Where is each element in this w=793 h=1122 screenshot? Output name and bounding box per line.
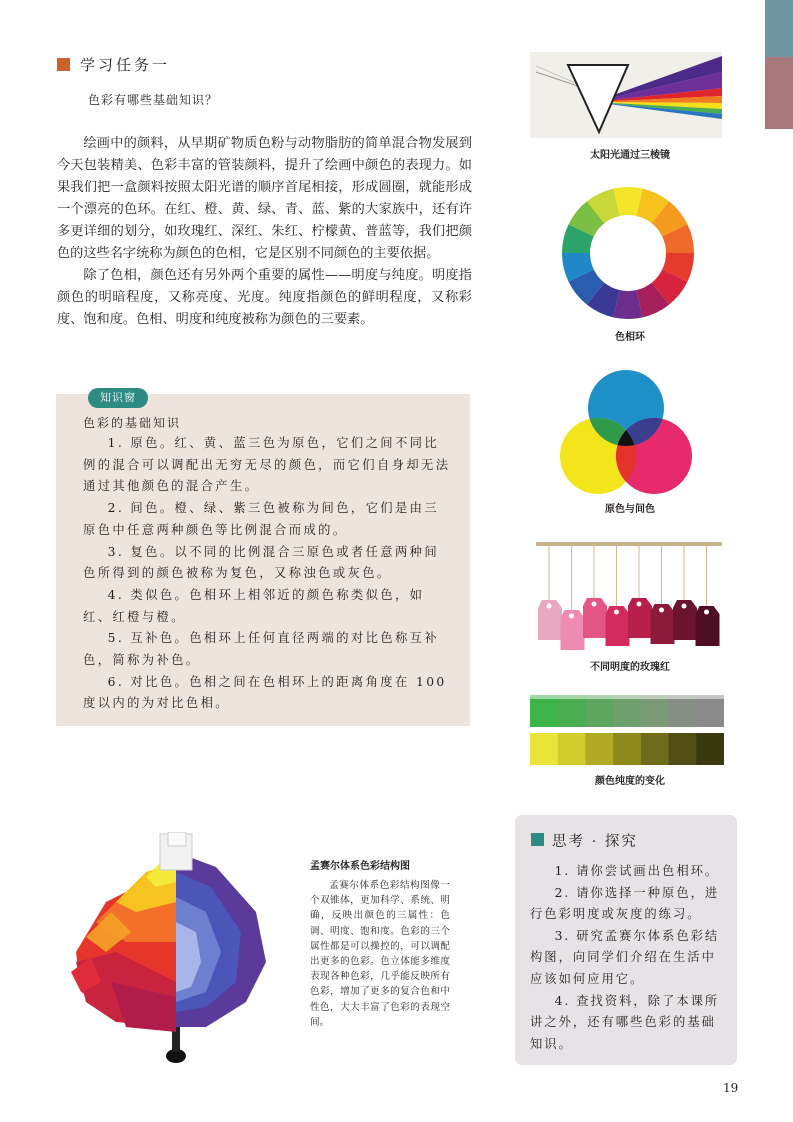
tag-hole [659,608,664,613]
rose-tags-figure [536,538,722,650]
tag-hole [569,614,574,619]
knowledge-list [83,433,453,715]
color-wheel-caption: 色相环 [615,332,645,343]
prism-caption: 太阳光通过三棱镜 [590,150,670,161]
munsell-text [310,878,450,1030]
saturation-figure [530,695,724,767]
tag-hole [682,604,687,609]
tag-hole [547,604,552,609]
think-list [530,861,726,1055]
body-paragraph-2: 除了色相，颜色还有另外两个重要的属性——明度与纯度。明度指颜色的明暗程度，又称亮度、光度。纯度指颜色的鲜明程度，又称彩度、饱和度。色相、明度和纯度被称为颜色的三要素。 [57,268,472,327]
think-item-2: 2. 请你选择一种原色，进行色彩明度或灰度的练习。 [530,885,720,922]
munsell-title: 孟赛尔体系色彩结构图 [310,861,410,872]
saturation-strips [530,695,724,767]
think-item-3: 3. 研究孟赛尔体系色彩结构图，向同学们介绍在生活中应该如何应用它。 [530,928,720,986]
munsell-figure [56,832,296,1068]
knowledge-item-5: 5. 互补色。色相环上任何直径两端的对比色称互补色，简称为补色。 [83,631,440,668]
color-wheel [560,185,696,321]
knowledge-item-1: 1. 原色。红、黄、蓝三色为原色，它们之间不同比例的混合可以调配出无穷无尽的颜色，而它们自身却无法通过其他颜色的混合产生。 [83,436,451,494]
knowledge-item-3: 3. 复色。以不同的比例混合三原色或者任意两种间色所得到的颜色被称为复色，又称浊色或灰色。 [83,544,440,581]
chapter-tab-blue [765,0,793,57]
yellow-step [613,733,641,765]
rose-tags [536,538,722,650]
tags-caption: 不同明度的玫瑰红 [590,662,670,673]
chapter-tab-rose [765,57,793,129]
prism-figure [530,52,722,138]
primary-secondary-venn [556,368,698,496]
green-step [696,695,724,727]
yellow-step [558,733,586,765]
yellow-step [585,733,613,765]
think-title: 思考 · 探究 [552,834,638,850]
green-step [669,695,697,727]
hanging-rod [536,542,722,546]
green-step [530,695,558,727]
green-step [585,695,613,727]
think-marker [531,833,544,846]
section-title: 学习任务一 [80,56,171,74]
section-marker [57,58,70,71]
yellow-step [669,733,697,765]
color-wheel-figure [560,185,696,321]
page-number: 19 [723,1081,739,1095]
strip-highlight [530,695,724,699]
knowledge-item-2: 2. 间色。橙、绿、紫三色被称为间色，它们是由三原色中任意两种颜色等比例混合而成的。 [83,501,440,537]
tag-hole [637,602,642,607]
knowledge-item-4: 4. 类似色。色相环上相邻近的颜色称类似色，如红、红橙与橙。 [83,587,425,624]
body-text [57,133,472,331]
yellow-step [696,733,724,765]
knowledge-badge: 知识窗 [88,388,148,408]
yellow-step [530,733,558,765]
tag-hole [592,602,597,607]
green-step [641,695,669,727]
saturation-caption: 颜色纯度的变化 [595,776,665,787]
green-step [613,695,641,727]
knowledge-item-6: 6. 对比色。色相之间在色相环上的距离角度在 100 度以内的为对比色相。 [83,674,447,711]
green-step [558,695,586,727]
think-item-1: 1. 请你尝试画出色相环。 [554,864,720,878]
munsell-description: 孟赛尔体系色彩结构图像一个双锥体，更加科学、系统、明确，反映出颜色的三属性：色调、明度、饱和度。色彩的三个属性都是可以操控的，可以调配出更多的色彩。色立体能多维度表现各种色彩，几乎能反映所有色彩，增加了更多的复合色和中性色，大大丰富了色彩的表现空间。 [310,880,450,1028]
tag-hole [704,610,709,615]
knowledge-heading: 色彩的基础知识 [83,416,182,430]
think-item-4: 4. 查找资料，除了本课所讲之外，还有哪些色彩的基础知识。 [530,993,720,1051]
venn-caption: 原色与间色 [605,504,655,515]
body-paragraph-1: 绘画中的颜料，从早期矿物质色粉与动物脂肪的简单混合物发展到今天包装精美、色彩丰富的管装颜料，提升了绘画中颜色的表现力。如果我们把一盒颜料按照太阳光谱的顺序首尾相接，形成圆圈，就能形成一个漂亮的色环。在红、橙、黄、绿、青、蓝、紫的大家族中，还有许多更详细的划分，如玫瑰红、深红、朱红、柠檬黄、普蓝等，我们把颜色的这些名字统称为颜色的色相，它是区别不同颜色的主要依据。 [57,136,472,261]
section-subtitle: 色彩有哪些基础知识？ [88,93,219,107]
yellow-step [641,733,669,765]
tag-hole [614,610,619,615]
